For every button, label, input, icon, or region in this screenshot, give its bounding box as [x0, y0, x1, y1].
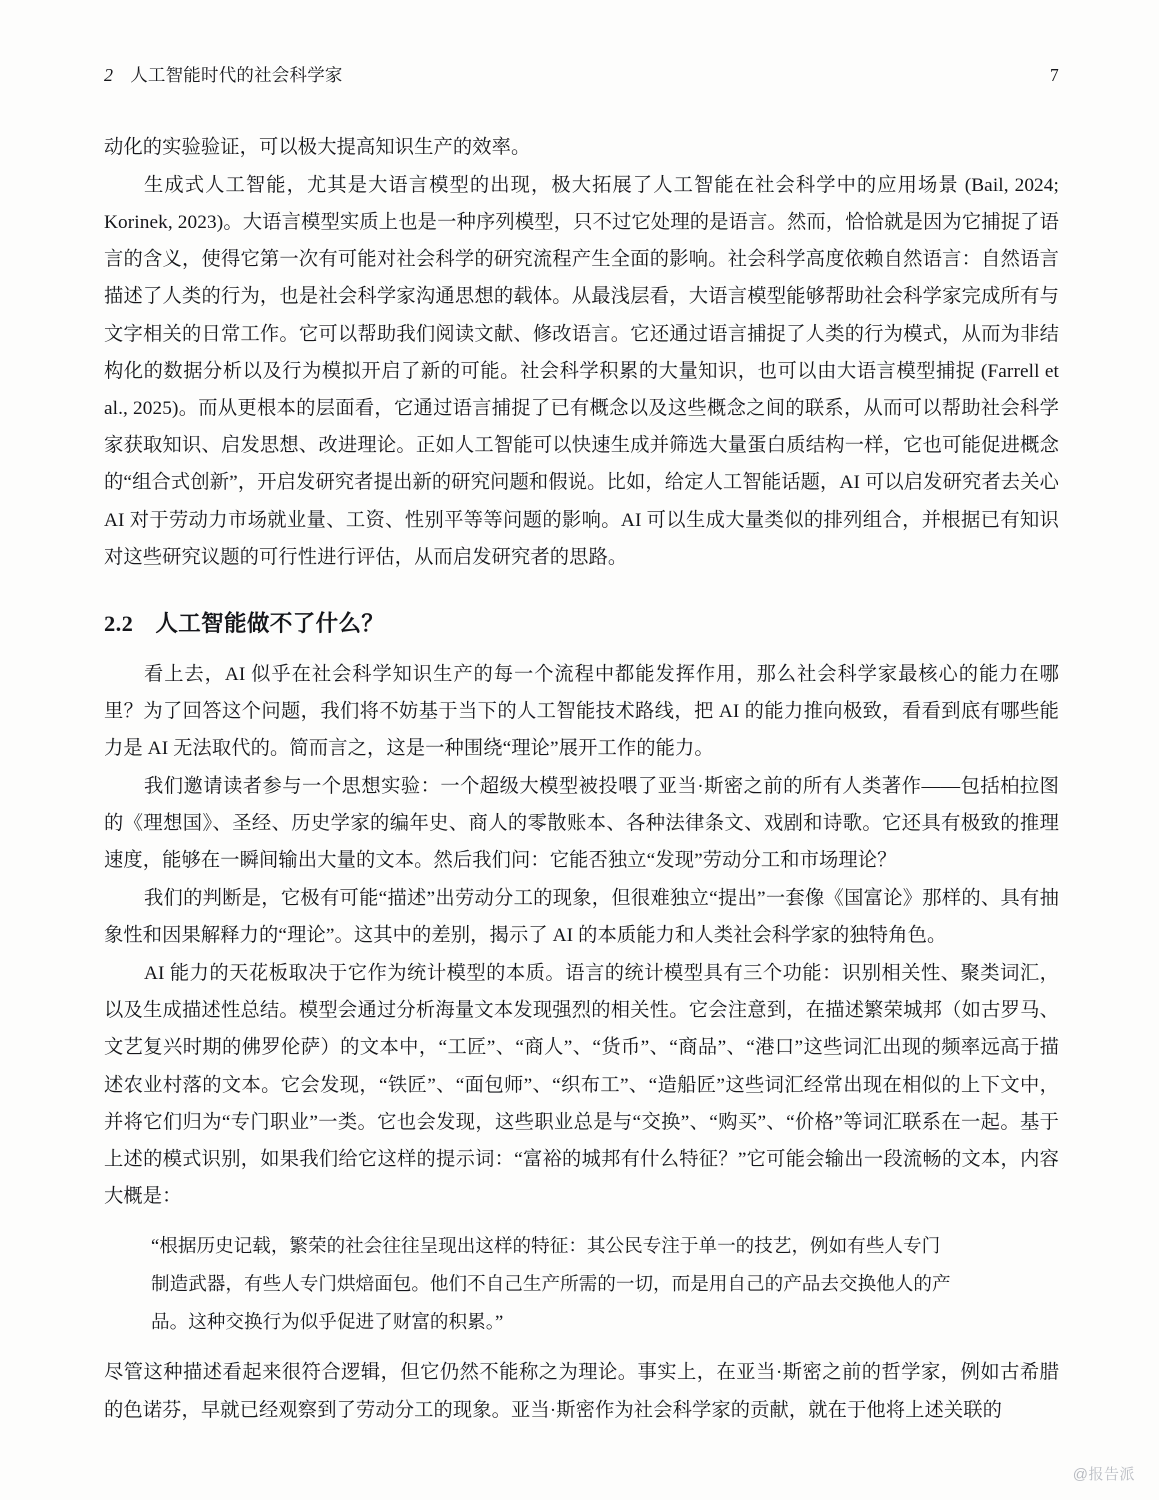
blockquote: [104, 1228, 1059, 1342]
paragraph-core-ability: 看上去，AI 似乎在社会科学知识生产的每一个流程中都能发挥作用，那么社会科学家最核心的能力在哪里？为了回答这个问题，我们将不妨基于当下的人工智能技术路线，把 AI 的能力推向极致，看看到底有哪些能力是 AI 无法取代的。简而言之，这是一种围绕“理论”展开工作的能力。: [104, 663, 1059, 760]
blockquote-line-3: 品。这种交换行为似乎促进了财富的积累。”: [151, 1312, 504, 1334]
page-number: 7: [1050, 65, 1059, 85]
chapter-number: 2: [104, 65, 114, 85]
paragraph-statistical-model: AI 能力的天花板取决于它作为统计模型的本质。语言的统计模型具有三个功能：识别相关性、聚类词汇，以及生成描述性总结。模型会通过分析海量文本发现强烈的相关性。它会注意到，在描述繁荣城邦（如古罗马、文艺复兴时期的佛罗伦萨）的文本中，“工匠”、“商人”、“货币”、“商品”、“港口”这些词汇出现的频率远高于描述农业村落的文本。它会发现，“铁匠”、“面包师”、“织布工”、“造船匠”这些词汇经常出现在相似的上下文中，并将它们归为“专门职业”一类。它也会发现，这些职业总是与“交换”、“购买”、“价格”等词汇联系在一起。基于上述的模式识别，如果我们给它这样的提示词：“富裕的城邦有什么特征？”它可能会输出一段流畅的文本，内容大概是：: [104, 963, 1059, 1208]
paragraph-genai: 生成式人工智能，尤其是大语言模型的出现，极大拓展了人工智能在社会科学中的应用场景 (Bail, 2024; Korinek, 2023)。大语言模型实质上也是一种序列模型，只不过它处理的是语言。然而，恰恰就是因为它捕捉了语言的含义，使得它第一次有可能对社会科学的研究流程产生全面的影响。社会科学高度依赖自然语言：自然语言描述了人类的行为，也是社会科学家沟通思想的载体。从最浅层看，大语言模型能够帮助社会科学家完成所有与文字相关的日常工作。它可以帮助我们阅读文献、修改语言。它还通过语言捕捉了人类的行为模式，从而为非结构化的数据分析以及行为模拟开启了新的可能。社会科学积累的大量知识，也可以由大语言模型捕捉 (Farrell et al., 2025)。而从更根本的层面看，它通过语言捕捉了已有概念以及这些概念之间的联系，从而可以帮助社会科学家获取知识、启发思想、改进理论。正如人工智能可以快速生成并筛选大量蛋白质结构一样，它也可能促进概念的“组合式创新”，开启发研究者提出新的研究问题和假说。比如，给定人工智能话题，AI 可以启发研究者去关心 AI 对于劳动力市场就业量、工资、性别平等等问题的影响。AI 可以生成大量类似的排列组合，并根据已有知识对这些研究议题的可行性进行评估，从而启发研究者的思路。: [104, 174, 1059, 568]
running-head-left: [104, 62, 343, 87]
section-number: 2.2: [104, 610, 134, 636]
section-heading: [104, 606, 1059, 638]
paragraph-closing: 尽管这种描述看起来很符合逻辑，但它仍然不能称之为理论。事实上，在亚当·斯密之前的哲学家，例如古希腊的色诺芬，早就已经观察到了劳动分工的现象。亚当·斯密作为社会科学家的贡献，就在于他将上述关联的: [104, 1362, 1059, 1421]
paragraph-continued: 动化的实验验证，可以极大提高知识生产的效率。: [104, 137, 531, 158]
paragraph-thought-experiment: 我们邀请读者参与一个思想实验：一个超级大模型被投喂了亚当·斯密之前的所有人类著作——包括柏拉图的《理想国》、圣经、历史学家的编年史、商人的零散账本、各种法律条文、戏剧和诗歌。它还具有极致的推理速度，能够在一瞬间输出大量的文本。然后我们问：它能否独立“发现”劳动分工和市场理论？: [104, 776, 1059, 872]
blockquote-line-2: 制造武器，有些人专门烘焙面包。他们不自己生产所需的一切，而是用自己的产品去交换他人的产: [151, 1274, 951, 1296]
chapter-title: 人工智能时代的社会科学家: [130, 65, 343, 85]
running-head: [104, 62, 1059, 87]
watermark: @报告派: [1072, 1466, 1135, 1483]
page-content: [104, 62, 1059, 1429]
paragraph-judgement: 我们的判断是，它极有可能“描述”出劳动分工的现象，但很难独立“提出”一套像《国富论》那样的、具有抽象性和因果解释力的“理论”。这其中的差别，揭示了 AI 的本质能力和人类社会科学家的独特角色。: [104, 888, 1059, 947]
blockquote-line-1: “根据历史记载，繁荣的社会往往呈现出这样的特征：其公民专注于单一的技艺，例如有些人专门: [151, 1236, 941, 1258]
section-title: 人工智能做不了什么？: [155, 610, 385, 636]
